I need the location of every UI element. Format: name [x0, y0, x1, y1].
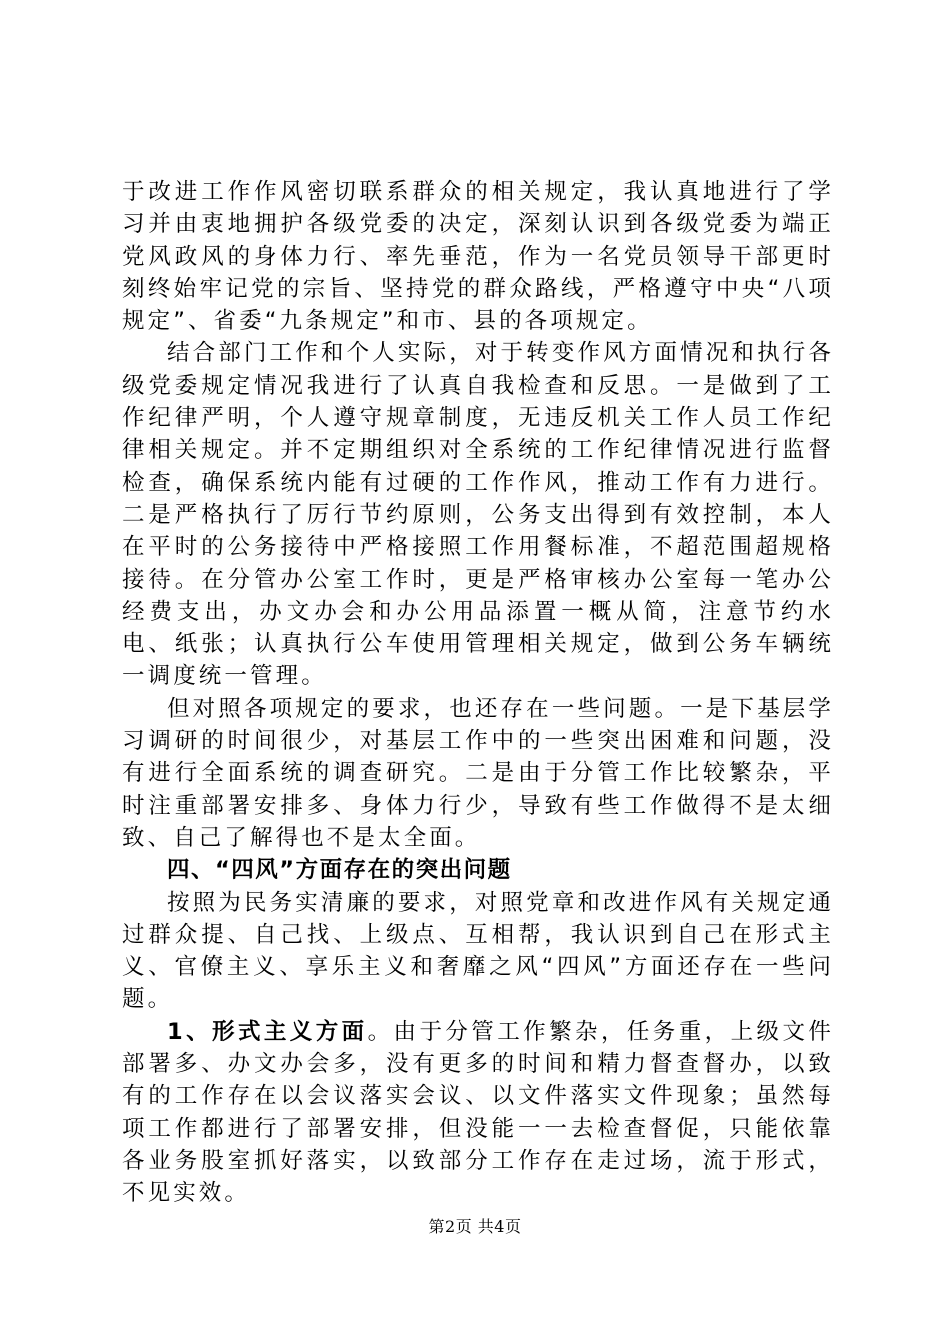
paragraph-1: 于改进工作作风密切联系群众的相关规定，我认真地进行了学习并由衷地拥护各级党委的决定，深刻认识到各级党委为端正党风政风的身体力行、率先垂范，作为一名党员领导干部更时刻终始牢记党的宗旨、坚持党的群众路线，严格遵守中央“八项规定”、省委“九条规定”和市、县的各项规定。 — [122, 179, 834, 335]
section-heading: 四、“四风”方面存在的突出问题 — [167, 857, 512, 884]
document-body — [122, 176, 834, 1210]
page-number-footer: 第2页 共4页 — [428, 1217, 522, 1236]
paragraph-3: 但对照各项规定的要求，也还存在一些问题。一是下基层学习调研的时间很少，对基层工作中的一些突出困难和问题，没有进行全面系统的调查研究。二是由于分管工作比较繁杂，平时注重部署安排多、身体力行少，导致有些工作做得不是太细致、自己了解得也不是太全面。 — [122, 695, 834, 851]
item-1-lead: 1、形式主义方面 — [167, 1018, 368, 1045]
item-1-paragraph — [122, 1016, 834, 1210]
item-1-text: 。由于分管工作繁杂，任务重，上级文件部署多、办文办会多，没有更多的时间和精力督查督办，以致有的工作存在以会议落实会议、以文件落实文件现象；虽然每项工作都进行了部署安排，但没能一一去检查督促，只能依靠各业务股室抓好落实，以致部分工作存在走过场，流于形式，不见实效。 — [122, 1018, 834, 1207]
section-intro: 按照为民务实清廉的要求，对照党章和改进作风有关规定通过群众提、自己找、上级点、互相帮，我认识到自己在形式主义、官僚主义、享乐主义和奢靡之风“四风”方面还存在一些问题。 — [122, 889, 834, 1013]
paragraph-2: 结合部门工作和个人实际，对于转变作风方面情况和执行各级党委规定情况我进行了认真自我检查和反思。一是做到了工作纪律严明，个人遵守规章制度，无违反机关工作人员工作纪律相关规定。并不定期组织对全系统的工作纪律情况进行监督检查，确保系统内能有过硬的工作作风，推动工作有力进行。二是严格执行了厉行节约原则，公务支出得到有效控制，本人在平时的公务接待中严格接照工作用餐标准，不超范围超规格接待。在分管办公室工作时，更是严格审核办公室每一笔办公经费支出，办文办会和办公用品添置一概从简，注意节约水电、纸张；认真执行公车使用管理相关规定，做到公务车辆统一调度统一管理。 — [122, 340, 834, 690]
